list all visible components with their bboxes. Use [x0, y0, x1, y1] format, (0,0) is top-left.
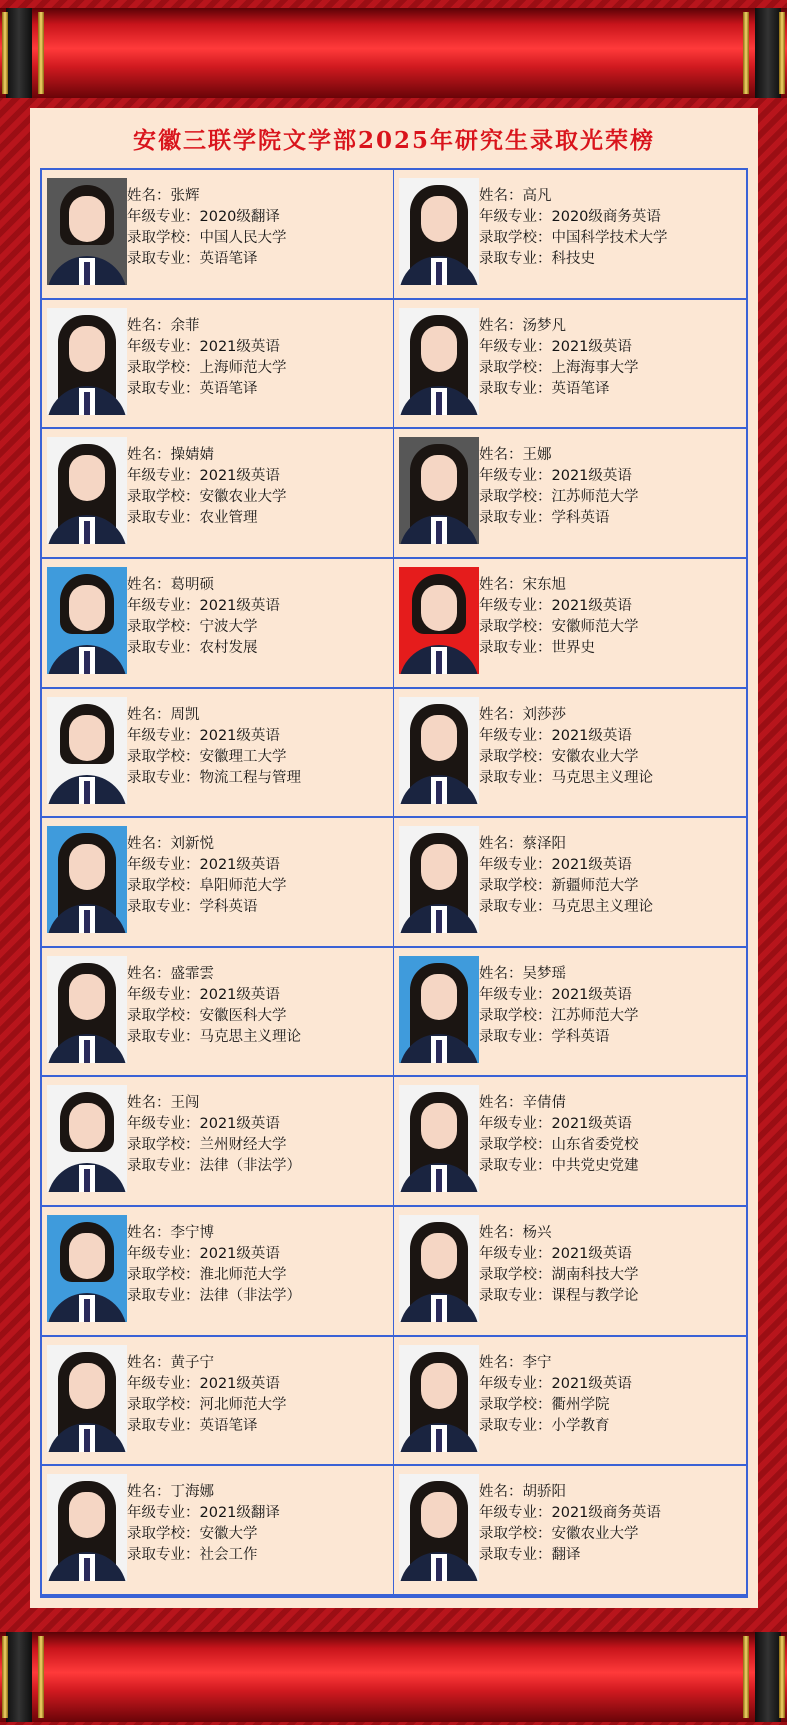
admitted-school: 安徽大学 — [199, 1526, 258, 1543]
school-label: 录取学校： — [127, 1526, 200, 1543]
student-name: 刘莎莎 — [522, 706, 566, 723]
admitted-program: 物流工程与管理 — [199, 769, 301, 786]
name-label: 姓名： — [127, 836, 171, 853]
admitted-school: 衢州学院 — [551, 1396, 610, 1413]
student-info — [479, 316, 639, 400]
student-photo — [399, 308, 479, 415]
student-photo — [399, 697, 479, 804]
student-photo — [47, 1345, 127, 1452]
program-label: 录取专业： — [127, 899, 200, 916]
student-info — [127, 834, 287, 918]
major-label: 年级专业： — [479, 338, 552, 355]
school-label: 录取学校： — [479, 878, 552, 895]
student-name: 高凡 — [522, 188, 552, 204]
admitted-program: 学科英语 — [199, 899, 258, 916]
student-photo — [399, 826, 479, 933]
school-label: 录取学校： — [479, 1007, 552, 1024]
admitted-school: 阜阳师范大学 — [199, 878, 287, 895]
major-label: 年级专业： — [479, 1246, 552, 1263]
scroll-rod-top — [0, 8, 787, 98]
student-info — [127, 1353, 287, 1437]
program-label: 录取专业： — [479, 251, 552, 267]
student-info — [127, 964, 301, 1048]
page-title: 安徽三联学院文学部2025年研究生录取光荣榜 — [132, 127, 655, 154]
school-label: 录取学校： — [479, 1526, 552, 1543]
name-label: 姓名： — [127, 1225, 171, 1242]
admitted-program: 农村发展 — [199, 639, 258, 656]
program-label: 录取专业： — [479, 510, 552, 527]
admitted-school: 宁波大学 — [199, 618, 258, 635]
student-photo — [399, 178, 479, 285]
student-major: 2021级英语 — [199, 1246, 280, 1263]
student-photo — [399, 567, 479, 674]
admitted-program: 社会工作 — [199, 1547, 258, 1564]
student-card — [394, 1077, 746, 1207]
major-label: 年级专业： — [127, 468, 200, 485]
student-photo — [47, 826, 127, 933]
student-photo — [47, 1215, 127, 1322]
student-major: 2021级英语 — [551, 1246, 632, 1263]
admitted-program: 科技史 — [551, 251, 595, 267]
scroll-rod-bottom — [0, 1632, 787, 1722]
school-label: 录取学校： — [127, 748, 200, 765]
student-photo — [47, 956, 127, 1063]
student-name: 胡骄阳 — [522, 1484, 566, 1501]
program-label: 录取专业： — [479, 1028, 552, 1045]
admitted-school: 上海海事大学 — [551, 359, 639, 376]
student-name: 操婧婧 — [170, 447, 214, 464]
major-label: 年级专业： — [479, 1116, 552, 1133]
name-label: 姓名： — [479, 1095, 523, 1112]
program-label: 录取专业： — [479, 639, 552, 656]
student-major: 2021级翻译 — [199, 1505, 280, 1522]
student-major: 2021级英语 — [551, 727, 632, 744]
student-name: 蔡泽阳 — [522, 836, 566, 853]
name-label: 姓名： — [127, 317, 171, 334]
student-major: 2021级英语 — [199, 727, 280, 744]
admitted-program: 马克思主义理论 — [551, 899, 653, 916]
admitted-program: 农业管理 — [199, 510, 258, 527]
admitted-school: 湖南科技大学 — [551, 1267, 639, 1284]
student-photo — [47, 308, 127, 415]
school-label: 录取学校： — [127, 489, 200, 506]
student-card — [394, 1337, 746, 1467]
student-name: 丁海娜 — [170, 1484, 214, 1501]
school-label: 录取学校： — [127, 878, 200, 895]
student-name: 周凯 — [170, 706, 200, 723]
student-name: 李宁博 — [170, 1225, 214, 1242]
name-label: 姓名： — [479, 1484, 523, 1501]
name-label: 姓名： — [479, 447, 523, 464]
student-name: 盛霏雲 — [170, 965, 214, 982]
student-major: 2021级英语 — [551, 857, 632, 874]
student-major: 2021级英语 — [551, 986, 632, 1003]
major-label: 年级专业： — [127, 1505, 200, 1522]
school-label: 录取学校： — [127, 359, 200, 376]
admitted-program: 英语笔译 — [199, 251, 258, 267]
admitted-program: 课程与教学论 — [551, 1288, 639, 1305]
student-info — [127, 705, 301, 789]
student-info — [127, 445, 287, 529]
student-card — [42, 300, 394, 430]
major-label: 年级专业： — [479, 857, 552, 874]
student-name: 王闯 — [170, 1095, 200, 1112]
major-label: 年级专业： — [479, 986, 552, 1003]
student-card — [394, 559, 746, 689]
student-card — [42, 1466, 394, 1596]
admitted-school: 中国科学技术大学 — [551, 230, 668, 246]
student-info — [127, 1093, 301, 1177]
name-label: 姓名： — [479, 706, 523, 723]
student-info — [479, 1093, 639, 1177]
student-major: 2021级英语 — [199, 1375, 280, 1392]
admitted-program: 法律（非法学） — [199, 1288, 301, 1305]
student-name: 李宁 — [522, 1354, 552, 1371]
student-name: 辛倩倩 — [522, 1095, 566, 1112]
name-label: 姓名： — [127, 447, 171, 464]
program-label: 录取专业： — [127, 1547, 200, 1564]
admitted-school: 淮北师范大学 — [199, 1267, 287, 1284]
school-label: 录取学校： — [479, 748, 552, 765]
name-label: 姓名： — [479, 965, 523, 982]
program-label: 录取专业： — [479, 1547, 552, 1564]
name-label: 姓名： — [127, 188, 171, 204]
program-label: 录取专业： — [127, 639, 200, 656]
student-major: 2021级英语 — [199, 857, 280, 874]
student-photo — [47, 1085, 127, 1192]
student-major: 2021级英语 — [551, 338, 632, 355]
student-card — [42, 1337, 394, 1467]
name-label: 姓名： — [127, 706, 171, 723]
student-card — [42, 948, 394, 1078]
student-info — [479, 1353, 632, 1437]
program-label: 录取专业： — [127, 1417, 200, 1434]
student-name: 汤梦凡 — [522, 317, 566, 334]
student-card — [394, 1466, 746, 1596]
student-card — [394, 300, 746, 430]
program-label: 录取专业： — [127, 1158, 200, 1175]
student-major: 2021级英语 — [551, 468, 632, 485]
student-card — [394, 170, 746, 300]
name-label: 姓名： — [127, 1484, 171, 1501]
student-major: 2021级英语 — [551, 1116, 632, 1133]
student-photo — [399, 956, 479, 1063]
name-label: 姓名： — [127, 576, 171, 593]
major-label: 年级专业： — [127, 986, 200, 1003]
student-card — [42, 559, 394, 689]
admitted-school: 安徽理工大学 — [199, 748, 287, 765]
school-label: 录取学校： — [127, 1137, 200, 1154]
school-label: 录取学校： — [127, 1007, 200, 1024]
student-card — [42, 429, 394, 559]
major-label: 年级专业： — [127, 727, 200, 744]
program-label: 录取专业： — [479, 1158, 552, 1175]
student-major: 2021级商务英语 — [551, 1505, 661, 1522]
major-label: 年级专业： — [479, 209, 552, 225]
program-label: 录取专业： — [127, 769, 200, 786]
admitted-program: 英语笔译 — [551, 380, 610, 397]
student-info — [479, 834, 653, 918]
student-major: 2021级英语 — [551, 597, 632, 614]
student-card — [394, 689, 746, 819]
admitted-program: 学科英语 — [551, 510, 610, 527]
major-label: 年级专业： — [127, 857, 200, 874]
student-info — [479, 445, 639, 529]
program-label: 录取专业： — [127, 510, 200, 527]
school-label: 录取学校： — [127, 618, 200, 635]
admitted-school: 安徽农业大学 — [551, 1526, 639, 1543]
student-card — [394, 948, 746, 1078]
student-info — [479, 1482, 661, 1566]
student-info — [479, 1223, 639, 1307]
program-label: 录取专业： — [127, 1028, 200, 1045]
student-photo — [47, 437, 127, 544]
admitted-school: 安徽医科大学 — [199, 1007, 287, 1024]
school-label: 录取学校： — [127, 1267, 200, 1284]
student-info — [127, 575, 280, 659]
student-photo — [399, 1345, 479, 1452]
student-card — [394, 818, 746, 948]
student-photo — [47, 697, 127, 804]
name-label: 姓名： — [479, 1225, 523, 1242]
school-label: 录取学校： — [127, 1396, 200, 1413]
admitted-program: 英语笔译 — [199, 1417, 258, 1434]
admitted-program: 学科英语 — [551, 1028, 610, 1045]
major-label: 年级专业： — [479, 1375, 552, 1392]
name-label: 姓名： — [479, 317, 523, 334]
student-name: 葛明硕 — [170, 576, 214, 593]
program-label: 录取专业： — [479, 899, 552, 916]
student-info — [479, 705, 653, 789]
student-photo — [399, 1215, 479, 1322]
school-label: 录取学校： — [479, 1396, 552, 1413]
admitted-school: 安徽师范大学 — [551, 618, 639, 635]
admitted-school: 江苏师范大学 — [551, 1007, 639, 1024]
admitted-school: 上海师范大学 — [199, 359, 287, 376]
major-label: 年级专业： — [479, 727, 552, 744]
student-major: 2021级英语 — [199, 468, 280, 485]
school-label: 录取学校： — [479, 1137, 552, 1154]
admitted-school: 江苏师范大学 — [551, 489, 639, 506]
school-label: 录取学校： — [479, 618, 552, 635]
student-name: 宋东旭 — [522, 576, 566, 593]
admitted-program: 小学教育 — [551, 1417, 610, 1434]
student-major: 2021级英语 — [199, 597, 280, 614]
student-card — [42, 1207, 394, 1337]
student-name: 刘新悦 — [170, 836, 214, 853]
student-card — [394, 1207, 746, 1337]
name-label: 姓名： — [127, 1095, 171, 1112]
school-label: 录取学校： — [479, 489, 552, 506]
program-label: 录取专业： — [127, 251, 200, 267]
major-label: 年级专业： — [479, 468, 552, 485]
program-label: 录取专业： — [479, 380, 552, 397]
admitted-program: 英语笔译 — [199, 380, 258, 397]
student-major: 2021级英语 — [551, 1375, 632, 1392]
admitted-program: 马克思主义理论 — [551, 769, 653, 786]
student-major: 2020级翻译 — [199, 209, 280, 225]
major-label: 年级专业： — [127, 209, 200, 225]
student-info — [479, 186, 668, 270]
student-photo — [399, 1085, 479, 1192]
program-label: 录取专业： — [479, 1288, 552, 1305]
program-label: 录取专业： — [479, 1417, 552, 1434]
school-label: 录取学校： — [479, 230, 552, 246]
name-label: 姓名： — [127, 965, 171, 982]
student-name: 黄子宁 — [170, 1354, 214, 1371]
admitted-school: 河北师范大学 — [199, 1396, 287, 1413]
student-card — [42, 170, 394, 300]
program-label: 录取专业： — [479, 769, 552, 786]
student-major: 2021级英语 — [199, 1116, 280, 1133]
admitted-school: 安徽农业大学 — [551, 748, 639, 765]
student-info — [127, 1482, 280, 1566]
student-name: 余菲 — [170, 317, 200, 334]
admitted-program: 翻译 — [551, 1547, 581, 1564]
major-label: 年级专业： — [127, 1375, 200, 1392]
name-label: 姓名： — [479, 576, 523, 593]
admitted-school: 新疆师范大学 — [551, 878, 639, 895]
name-label: 姓名： — [479, 188, 523, 204]
school-label: 录取学校： — [127, 230, 200, 246]
program-label: 录取专业： — [127, 1288, 200, 1305]
student-info — [479, 964, 639, 1048]
student-major: 2021级英语 — [199, 338, 280, 355]
student-major: 2020级商务英语 — [551, 209, 661, 225]
student-name: 吴梦瑶 — [522, 965, 566, 982]
admitted-school: 兰州财经大学 — [199, 1137, 287, 1154]
student-photo — [47, 1474, 127, 1581]
name-label: 姓名： — [127, 1354, 171, 1371]
student-photo — [399, 1474, 479, 1581]
student-photo — [47, 567, 127, 674]
major-label: 年级专业： — [127, 597, 200, 614]
admitted-school: 中国人民大学 — [199, 230, 287, 246]
student-card — [42, 1077, 394, 1207]
program-label: 录取专业： — [127, 380, 200, 397]
student-major: 2021级英语 — [199, 986, 280, 1003]
student-grid — [40, 168, 748, 1598]
student-info — [127, 186, 287, 270]
major-label: 年级专业： — [127, 1116, 200, 1133]
admitted-school: 山东省委党校 — [551, 1137, 639, 1154]
student-photo — [399, 437, 479, 544]
school-label: 录取学校： — [479, 1267, 552, 1284]
admitted-program: 法律（非法学） — [199, 1158, 301, 1175]
major-label: 年级专业： — [479, 1505, 552, 1522]
student-name: 王娜 — [522, 447, 552, 464]
admitted-program: 中共党史党建 — [551, 1158, 639, 1175]
school-label: 录取学校： — [479, 359, 552, 376]
student-name: 张辉 — [170, 188, 200, 204]
student-name: 杨兴 — [522, 1225, 552, 1242]
admitted-program: 马克思主义理论 — [199, 1028, 301, 1045]
student-card — [42, 689, 394, 819]
honor-roll-panel — [30, 108, 758, 1608]
major-label: 年级专业： — [479, 597, 552, 614]
major-label: 年级专业： — [127, 1246, 200, 1263]
admitted-school: 安徽农业大学 — [199, 489, 287, 506]
student-info — [127, 1223, 301, 1307]
student-card — [42, 818, 394, 948]
student-photo — [47, 178, 127, 285]
student-info — [479, 575, 639, 659]
student-info — [127, 316, 287, 400]
admitted-program: 世界史 — [551, 639, 595, 656]
name-label: 姓名： — [479, 836, 523, 853]
major-label: 年级专业： — [127, 338, 200, 355]
student-card — [394, 429, 746, 559]
name-label: 姓名： — [479, 1354, 523, 1371]
